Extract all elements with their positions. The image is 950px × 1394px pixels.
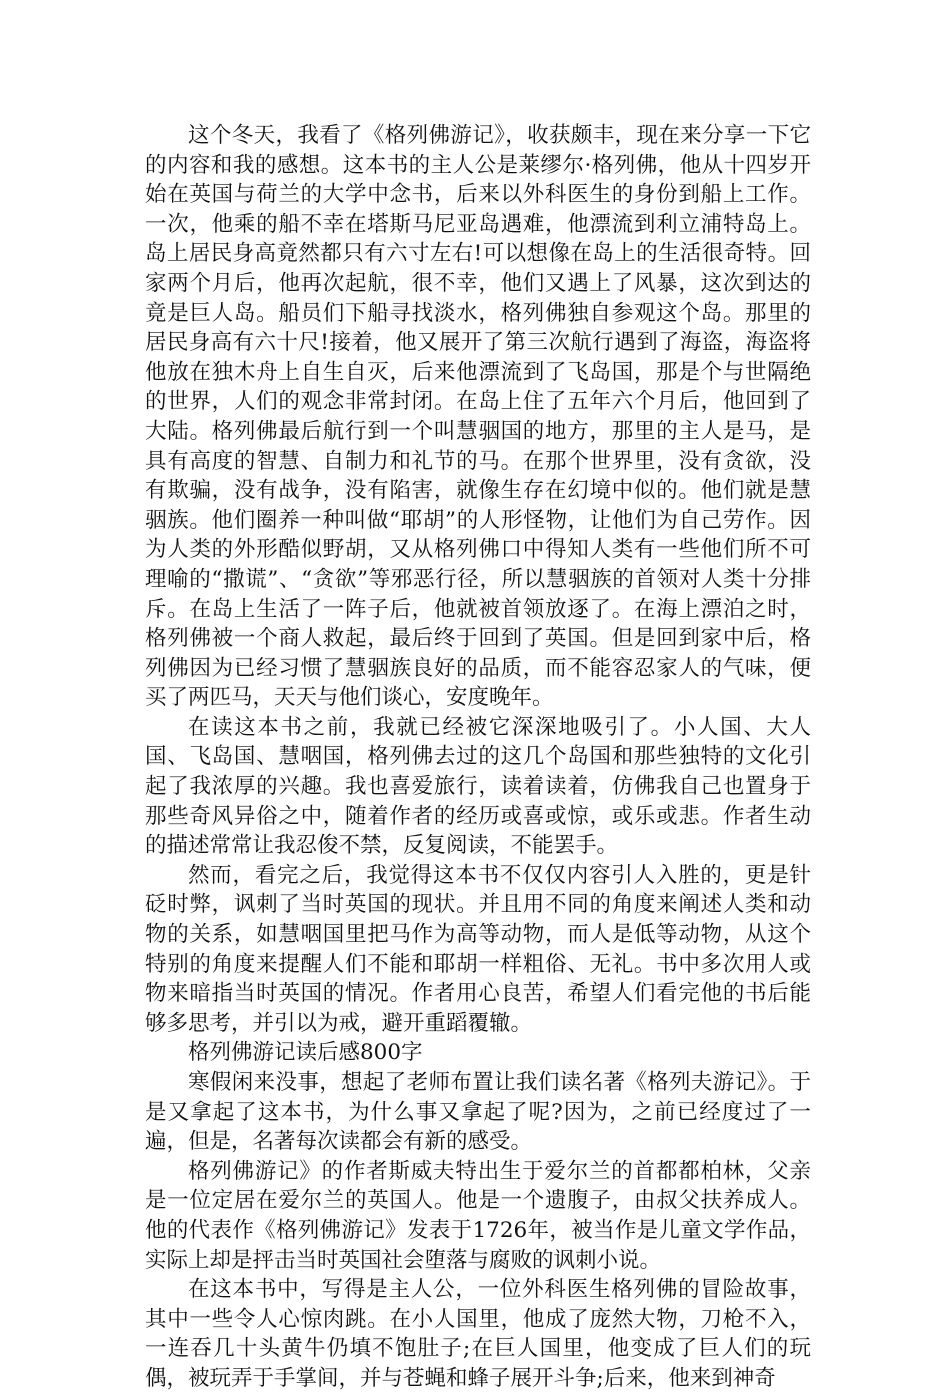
paragraph-summary: 这个冬天，我看了《格列佛游记》，收获颇丰，现在来分享一下它的内容和我的感想。这本书的主人公是莱缪尔·格列佛，他从十四岁开始在英国与荷兰的大学中念书，后来以外科医生的身份到船上工作。一次，他乘的船不幸在塔斯马尼亚岛遇难，他漂流到利立浦特岛上。岛上居民身高竟然都只有六寸左右!可以想像在岛上的生活很奇特。回家两个月后，他再次起航，很不幸，他们又遇上了风暴，这次到达的竟是巨人岛。船员们下船寻找淡水，格列佛独自参观这个岛。那里的居民身高有六十尺!接着，他又展开了第三次航行遇到了海盗，海盗将他放在独木舟上自生自灭，后来他漂流到了飞岛国，那是个与世隔绝的世界，人们的观念非常封闭。在岛上住了五年六个月后，他回到了大陆。格列佛最后航行到一个叫慧骃国的地方，那里的主人是马，是具有高度的智慧、自制力和礼节的马。在那个世界里，没有贪欲，没有欺骗，没有战争，没有陷害，就像生存在幻境中似的。他们就是慧骃族。他们圈养一种叫做“耶胡”的人形怪物，让他们为自己劳作。因为人类的外形酷似野胡，又从格列佛口中得知人类有一些他们所不可理喻的“撒谎”、“贪欲”等邪恶行径，所以慧骃族的首领对人类十分排斥。在岛上生活了一阵子后，他就被首领放逐了。在海上漂泊之时，格列佛被一个商人救起，最后终于回到了英国。但是回到家中后，格列佛因为已经习惯了慧骃族良好的品质，而不能容忍家人的气味，便买了两匹马，天天与他们谈心，安度晚年。 [145,123,811,711]
document-page [145,121,811,1394]
paragraph-story: 在这本书中，写得是主人公，一位外科医生格列佛的冒险故事，其中一些令人心惊肉跳。在小人国里，他成了庞然大物，刀枪不入，一连吞几十头黄牛仍填不饱肚子;在巨人国里，他变成了巨人们的玩偶，被玩弄于手掌间，并与苍蝇和蜂子展开斗争;后来，他来到神奇 [145,1277,811,1391]
paragraph-winter-break: 寒假闲来没事，想起了老师布置让我们读名著《格列夫游记》。于是又拿起了这本书，为什么事又拿起了呢?因为，之前已经度过了一遍，但是，名著每次读都会有新的感受。 [145,1070,811,1155]
section-heading: 格列佛游记读后感800字 [188,1040,423,1066]
paragraph-after-reading: 然而，看完之后，我觉得这本书不仅仅内容引人入胜的，更是针砭时弊，讽刺了当时英国的现状。并且用不同的角度来阐述人类和动物的关系，如慧咽国里把马作为高等动物，而人是低等动物，从这个特别的角度来提醒人们不能和耶胡一样粗俗、无礼。书中多次用人或物来暗指当时英国的情况。作者用心良苦，希望人们看完他的书后能够多思考，并引以为戒，避开重蹈覆辙。 [145,862,811,1036]
paragraph-before-reading: 在读这本书之前，我就已经被它深深地吸引了。小人国、大人国、飞岛国、慧咽国，格列佛去过的这几个岛国和那些独特的文化引起了我浓厚的兴趣。我也喜爱旅行，读着读着，仿佛我自己也置身于那些奇风异俗之中，随着作者的经历或喜或惊，或乐或悲。作者生动的描述常常让我忍俊不禁，反复阅读，不能罢手。 [145,714,811,859]
paragraph-author: 格列佛游记》的作者斯威夫特出生于爱尔兰的首都都柏林，父亲是一位定居在爱尔兰的英国人。他是一个遗腹子，由叔父扶养成人。他的代表作《格列佛游记》发表于1726年，被当作是儿童文学作品，实际上却是抨击当时英国社会堕落与腐败的讽刺小说。 [145,1158,811,1273]
